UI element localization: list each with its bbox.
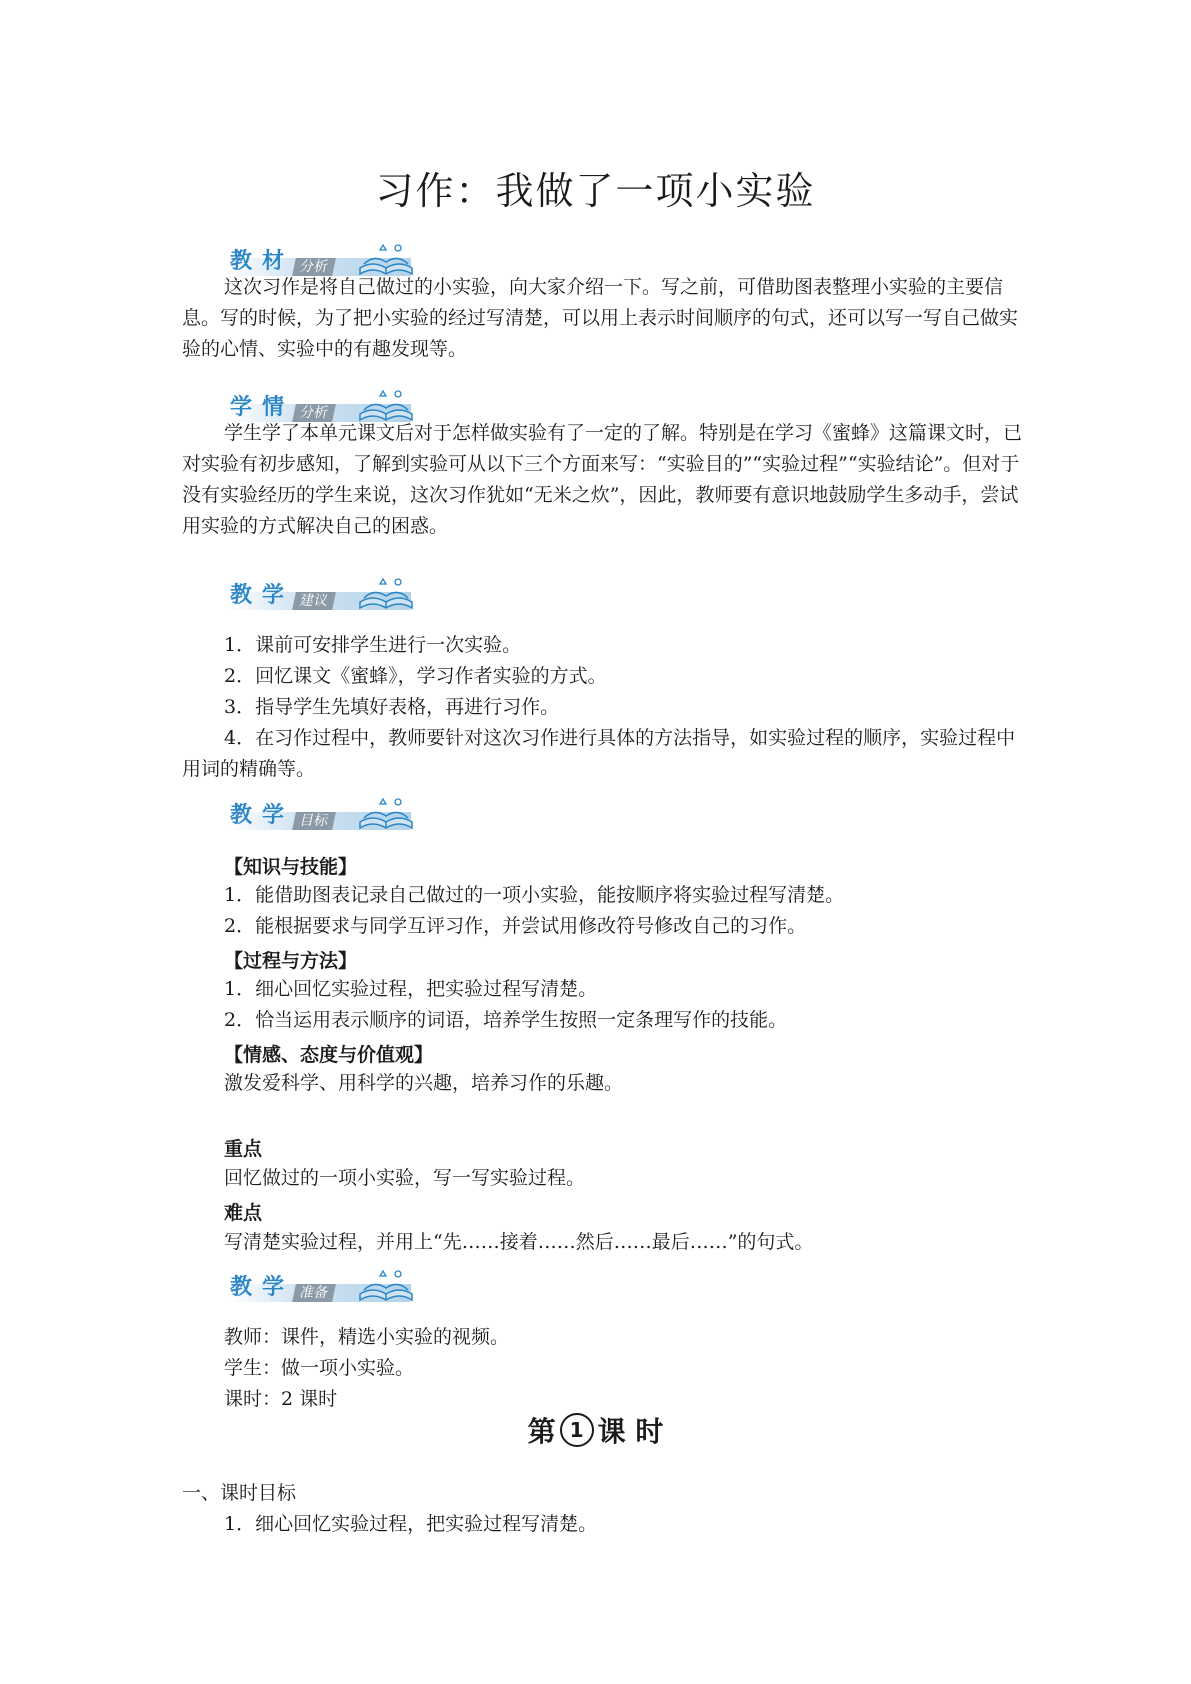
goal-item: 2．恰当运用表示顺序的词语，培养学生按照一定条理写作的技能。 bbox=[224, 1009, 788, 1031]
difficulty-heading: 难点 bbox=[224, 1202, 263, 1224]
key-point-text: 回忆做过的一项小实验，写一写实验过程。 bbox=[224, 1167, 586, 1189]
section-header-tag: 建议 bbox=[292, 592, 336, 610]
lesson-heading-suffix: 课 时 bbox=[597, 1415, 664, 1448]
goal-process-heading: 【过程与方法】 bbox=[224, 950, 358, 972]
section-header-char: 教 bbox=[230, 803, 253, 828]
goal-item: 2．能根据要求与同学互评习作，并尝试用修改符号修改自己的习作。 bbox=[224, 915, 807, 937]
goal-knowledge-heading: 【知识与技能】 bbox=[224, 856, 358, 878]
goal-item: 1．细心回忆实验过程，把实验过程写清楚。 bbox=[224, 978, 598, 1000]
section-header-char: 学 bbox=[262, 1275, 285, 1300]
page-title: 习作：我做了一项小实验 bbox=[375, 169, 816, 213]
section-header-char: 学 bbox=[262, 803, 285, 828]
goal-item: 1．能借助图表记录自己做过的一项小实验，能按顺序将实验过程写清楚。 bbox=[224, 884, 845, 906]
open-book-icon bbox=[356, 792, 416, 832]
lesson-heading bbox=[0, 1410, 1191, 1450]
material-analysis-text: 这次习作是将自己做过的小实验，向大家介绍一下。写之前，可借助图表整理小实验的主要信息。写的时候，为了把小实验的经过写清楚，可以用上表示时间顺序的句式，还可以写一写自己做实验的心情、实验中的有趣发现等。 bbox=[182, 276, 1019, 360]
suggestion-item: 3．指导学生先填好表格，再进行习作。 bbox=[224, 696, 560, 718]
open-book-icon bbox=[356, 572, 416, 612]
section-header-char: 教 bbox=[230, 1275, 253, 1300]
goal-emotion-heading: 【情感、态度与价值观】 bbox=[224, 1044, 434, 1066]
lesson-heading-prefix: 第 bbox=[527, 1415, 556, 1448]
goal-item: 激发爱科学、用科学的兴趣，培养习作的乐趣。 bbox=[224, 1072, 624, 1094]
suggestion-item: 2．回忆课文《蜜蜂》，学习作者实验的方式。 bbox=[224, 665, 607, 687]
section-header-char: 情 bbox=[262, 395, 285, 420]
suggestion-item: 1．课前可安排学生进行一次实验。 bbox=[224, 634, 522, 656]
section-header-tag: 目标 bbox=[292, 812, 336, 830]
lesson-goal-item: 1．细心回忆实验过程，把实验过程写清楚。 bbox=[224, 1513, 598, 1535]
section-header-teaching-preparation bbox=[226, 1264, 416, 1304]
section-header-char: 教 bbox=[230, 249, 253, 274]
key-point-heading: 重点 bbox=[224, 1138, 263, 1160]
section-header-tag: 分析 bbox=[292, 404, 336, 422]
section-header-char: 材 bbox=[262, 249, 285, 274]
prep-teacher: 教师：课件，精选小实验的视频。 bbox=[224, 1326, 510, 1348]
section-header-teaching-suggestions bbox=[226, 572, 416, 612]
section-header-tag: 分析 bbox=[292, 258, 336, 276]
section-header-teaching-goals bbox=[226, 792, 416, 832]
section-header-char: 学 bbox=[262, 583, 285, 608]
difficulty-text: 写清楚实验过程，并用上“先……接着……然后……最后……”的句式。 bbox=[224, 1231, 814, 1253]
lesson-goal-heading: 一、课时目标 bbox=[182, 1482, 297, 1504]
section-header-char: 教 bbox=[230, 583, 253, 608]
student-analysis-text: 学生学了本单元课文后对于怎样做实验有了一定的了解。特别是在学习《蜜蜂》这篇课文时，已对实验有初步感知，了解到实验可从以下三个方面来写：“实验目的”“实验过程”“实验结论”。但对于没有实验经历的学生来说，这次习作犹如“无米之炊”，因此，教师要有意识地鼓励学生多动手，尝试用实验的方式解决自己的困惑。 bbox=[182, 422, 1023, 537]
suggestion-item: 4．在习作过程中，教师要针对这次习作进行具体的方法指导，如实验过程的顺序，实验过程中用词的精确等。 bbox=[182, 727, 1016, 780]
open-book-icon bbox=[356, 1264, 416, 1304]
prep-hours: 课时：2 课时 bbox=[224, 1388, 338, 1410]
section-header-tag: 准备 bbox=[292, 1284, 336, 1302]
section-header-char: 学 bbox=[230, 395, 253, 420]
lesson-number-circle: 1 bbox=[560, 1413, 594, 1447]
prep-student: 学生：做一项小实验。 bbox=[224, 1357, 415, 1379]
